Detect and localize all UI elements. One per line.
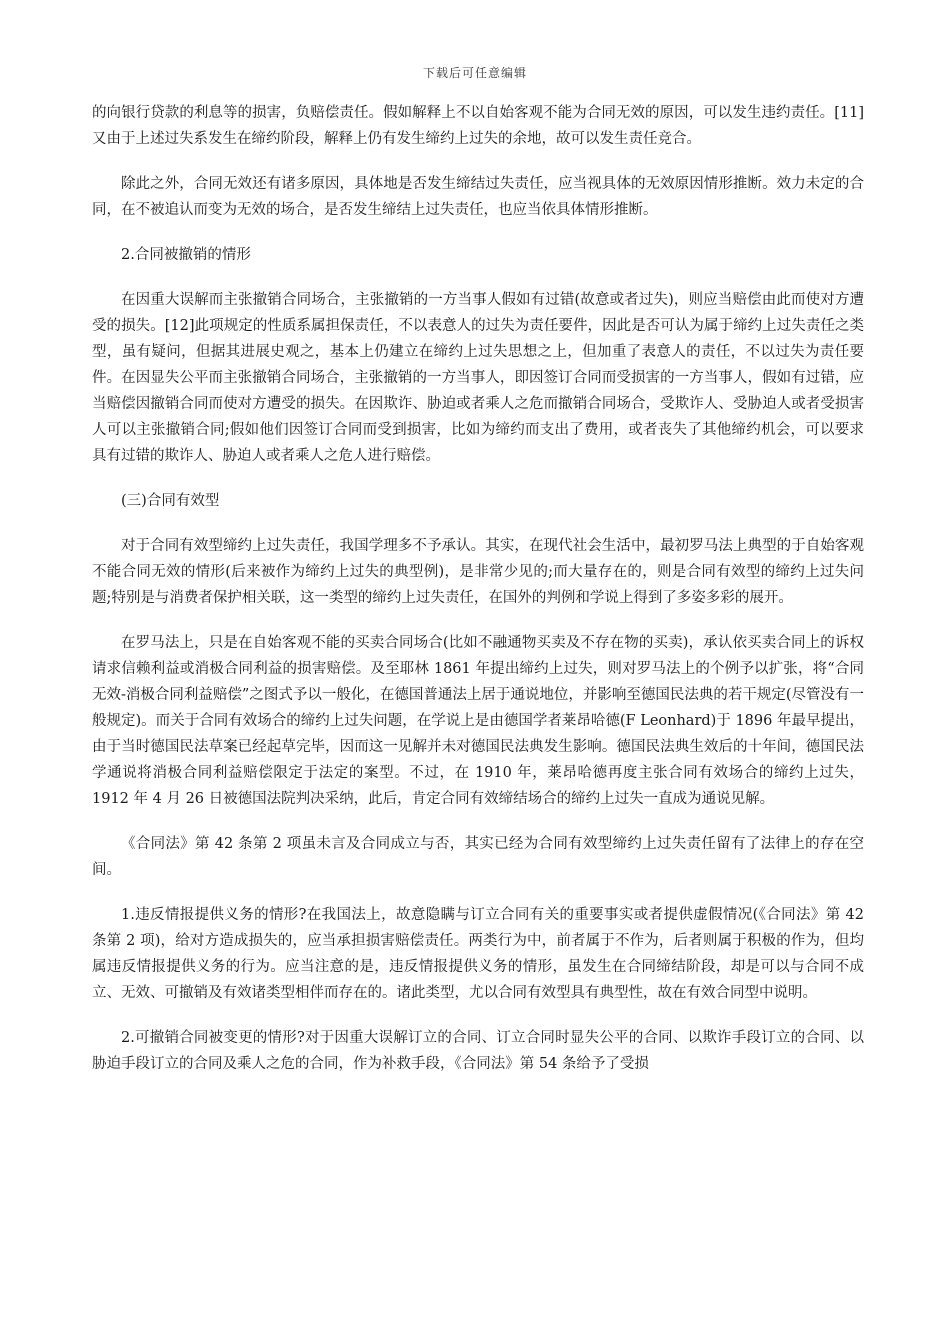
page-header: 下载后可任意编辑	[422, 66, 527, 80]
paragraph-2: 除此之外，合同无效还有诸多原因，具体地是否发生缔结过失责任，应当视具体的无效原因情形推断。效力未定的合同，在不被追认而变为无效的场合，是否发生缔结上过失责任，也应当依具体情形推断。	[92, 176, 864, 218]
paragraph-8: 《合同法》第 42 条第 2 项虽未言及合同成立与否，其实已经为合同有效型缔约上过失责任留有了法律上的存在空间。	[92, 836, 864, 878]
paragraph-1: 的向银行贷款的利息等的损害，负赔偿责任。假如解释上不以自始客观不能为合同无效的原因，可以发生违约责任。[11]又由于上述过失系发生在缔约阶段，解释上仍有发生缔约上过失的余地，故可以发生责任竞合。	[92, 105, 864, 147]
paragraph-9: 1.违反情报提供义务的情形?在我国法上，故意隐瞒与订立合同有关的重要事实或者提供虚假情况(《合同法》第 42 条第 2 项)，给对方造成损失的，应当承担损害赔偿责任。两类行为中，前者属于不作为，后者则属于积极的作为，但均属违反情报提供义务的行为。应当注意的是，违反情报提供义务的情形，虽发生在合同缔结阶段，却是可以与合同不成立、无效、可撤销及有效诸类型相伴而存在的。诸此类型，尤以合同有效型具有典型性，故在有效合同型中说明。	[92, 907, 864, 1001]
paragraph-4: 在因重大误解而主张撤销合同场合，主张撤销的一方当事人假如有过错(故意或者过失)，则应当赔偿由此而使对方遭受的损失。[12]此项规定的性质系属担保责任，不以表意人的过失为责任要件，因此是否可认为属于缔约上过失责任之类型，虽有疑问，但据其进展史观之，基本上仍建立在缔约上过失思想之上，但加重了表意人的责任，不以过失为责任要件。在因显失公平而主张撤销合同场合，主张撤销的一方当事人，即因签订合同而受损害的一方当事人，假如有过错，应当赔偿因撤销合同而使对方遭受的损失。在因欺诈、胁迫或者乘人之危而撤销合同场合，受欺诈人、受胁迫人或者受损害人可以主张撤销合同;假如他们因签订合同而受到损害，比如为缔约而支出了费用，或者丧失了其他缔约机会，可以要求具有过错的欺诈人、胁迫人或者乘人之危人进行赔偿。	[92, 292, 864, 464]
document-body	[92, 100, 864, 1096]
paragraph-7: 在罗马法上，只是在自始客观不能的买卖合同场合(比如不融通物买卖及不存在物的买卖)，承认依买卖合同上的诉权请求信赖利益或消极合同利益的损害赔偿。及至耶林 1861 年提出缔约上过失，则对罗马法上的个例予以扩张，将“合同无效-消极合同利益赔偿”之图式予以一般化，在德国普通法上居于通说地位，并影响至德国民法典的若干规定(尽管没有一般规定)。而关于合同有效场合的缔约上过失问题，在学说上是由德国学者莱昂哈德(F Leonhard)于 1896 年最早提出，由于当时德国民法草案已经起草完毕，因而这一见解并未对德国民法典发生影响。德国民法典生效后的十年间，德国民法学通说将消极合同利益赔偿限定于法定的案型。不过，在 1910 年，莱昂哈德再度主张合同有效场合的缔约上过失，1912 年 4 月 26 日被德国法院判决采纳，此后，肯定合同有效缔结场合的缔约上过失一直成为通说见解。	[92, 635, 864, 807]
paragraph-10: 2.可撤销合同被变更的情形?对于因重大误解订立的合同、订立合同时显失公平的合同、以欺诈手段订立的合同、以胁迫手段订立的合同及乘人之危的合同，作为补救手段，《合同法》第 54 条给予了受损	[92, 1030, 864, 1072]
paragraph-6: 对于合同有效型缔约上过失责任，我国学理多不予承认。其实，在现代社会生活中，最初罗马法上典型的于自始客观不能合同无效的情形(后来被作为缔约上过失的典型例)，是非常少见的;而大量存在的，则是合同有效型的缔约上过失问题;特别是与消费者保护相关联，这一类型的缔约上过失责任，在国外的判例和学说上得到了多姿多彩的展开。	[92, 538, 864, 606]
section-heading-revoked-contract: 2.合同被撤销的情形	[121, 247, 251, 263]
section-heading-valid-contract: (三)合同有效型	[121, 493, 220, 509]
